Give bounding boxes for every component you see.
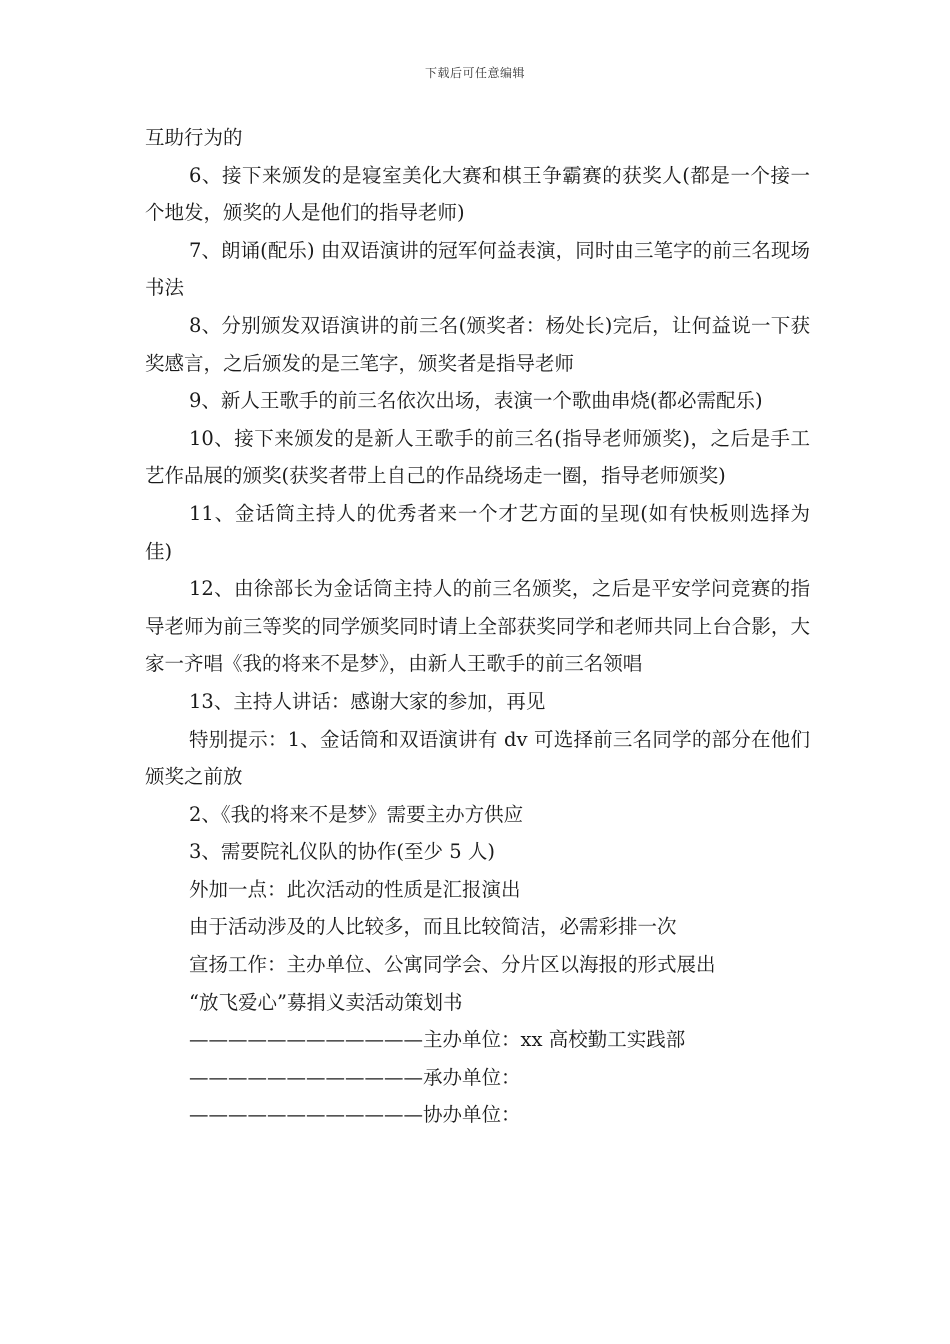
paragraph: 8、分别颁发双语演讲的前三名(颁奖者：杨处长)完后，让何益说一下获奖感言，之后颁发的是三笔字，颁奖者是指导老师 <box>145 313 810 375</box>
paragraph: 9、新人王歌手的前三名依次出场，表演一个歌曲串烧(都必需配乐) <box>189 389 763 413</box>
paragraph: 宣扬工作：主办单位、公寓同学会、分片区以海报的形式展出 <box>189 953 716 977</box>
paragraph: ————————————主办单位：xx 高校勤工实践部 <box>189 1028 686 1052</box>
paragraph: 7、朗诵(配乐) 由双语演讲的冠军何益表演，同时由三笔字的前三名现场书法 <box>145 238 810 300</box>
paragraph: 特别提示：1、金话筒和双语演讲有 dv 可选择前三名同学的部分在他们颁奖之前放 <box>145 727 810 789</box>
paragraph: 12、由徐部长为金话筒主持人的前三名颁奖，之后是平安学问竞赛的指导老师为前三等奖的同学颁奖同时请上全部获奖同学和老师共同上台合影，大家一齐唱《我的将来不是梦》，由新人王歌手的前三名领唱 <box>145 577 810 676</box>
paragraph: 由于活动涉及的人比较多，而且比较简洁，必需彩排一次 <box>189 915 677 939</box>
paragraph: ————————————承办单位： <box>189 1065 521 1089</box>
paragraph: 13、主持人讲话：感谢大家的参加，再见 <box>189 689 546 713</box>
paragraph: 6、接下来颁发的是寝室美化大赛和棋王争霸赛的获奖人(都是一个接一个地发，颁奖的人是他们的指导老师) <box>145 163 810 225</box>
document-body <box>145 119 810 1134</box>
paragraph: “放飞爱心”募捐义卖活动策划书 <box>189 990 463 1014</box>
paragraph: 外加一点：此次活动的性质是汇报演出 <box>189 877 521 901</box>
paragraph: 互助行为的 <box>145 126 243 149</box>
paragraph: 10、接下来颁发的是新人王歌手的前三名(指导老师颁奖)，之后是手工艺作品展的颁奖(获奖者带上自己的作品绕场走一圈，指导老师颁奖) <box>145 426 810 488</box>
paragraph: ————————————协办单位： <box>189 1103 521 1127</box>
paragraph: 3、需要院礼仪队的协作(至少 5 人) <box>189 840 495 864</box>
page-header: 下载后可任意编辑 <box>424 66 525 80</box>
paragraph: 11、金话筒主持人的优秀者来一个才艺方面的呈现(如有快板则选择为佳) <box>145 501 810 563</box>
paragraph: 2、《我的将来不是梦》需要主办方供应 <box>189 802 524 826</box>
